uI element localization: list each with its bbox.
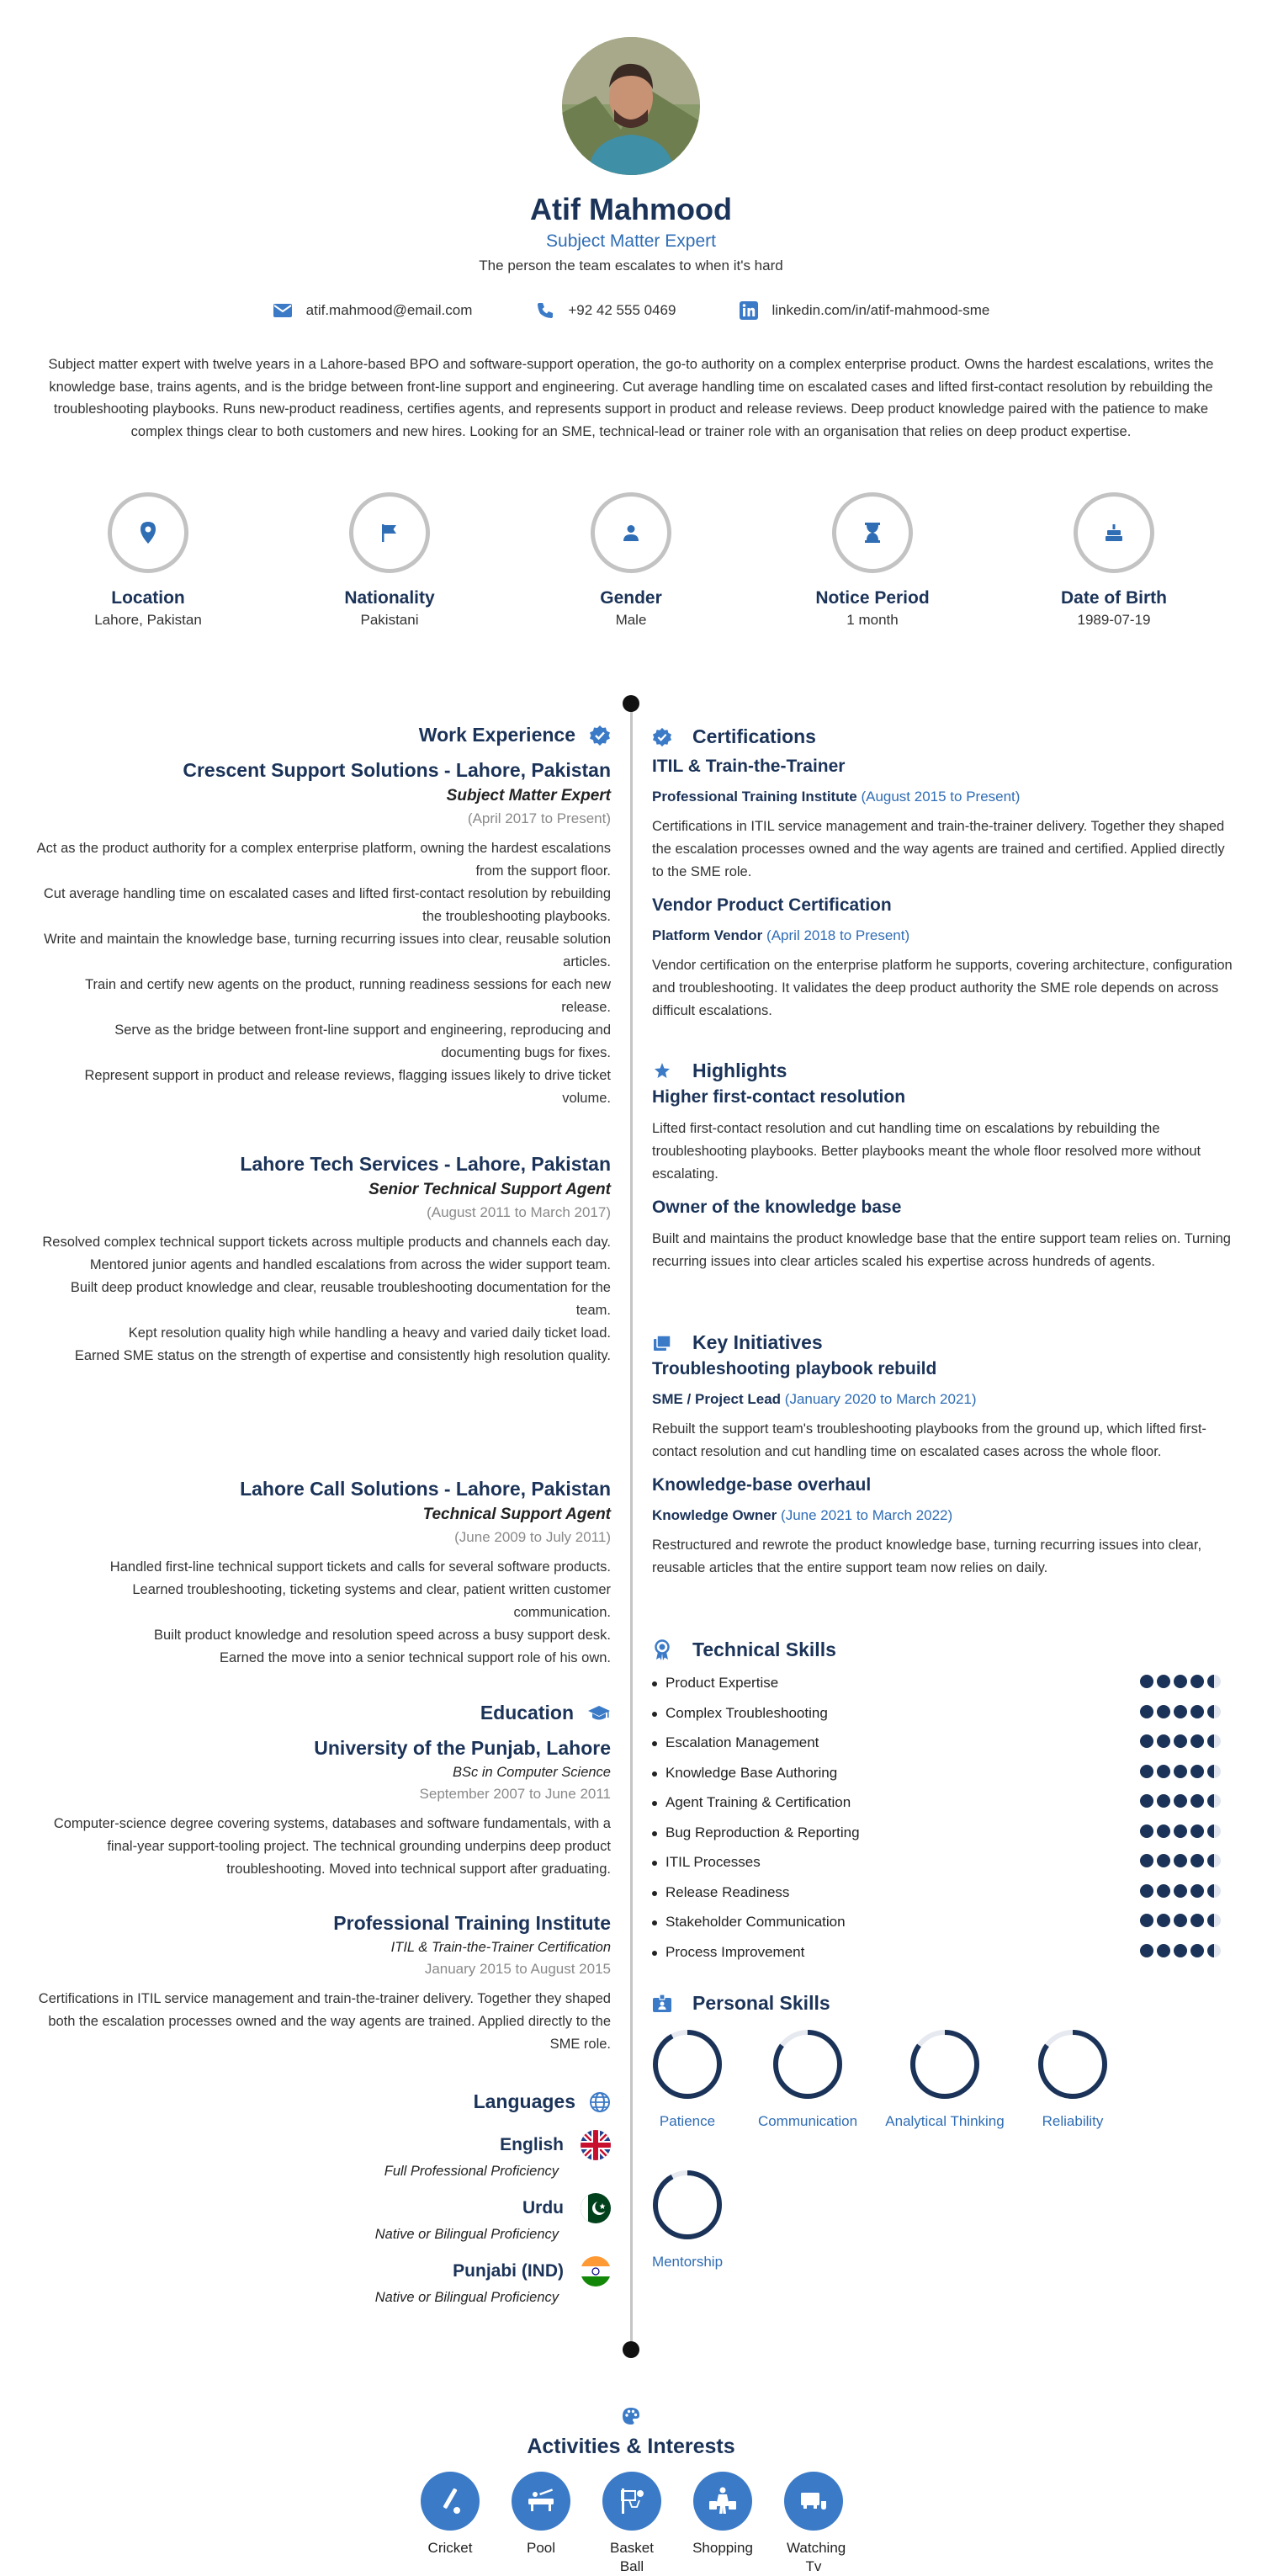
pool-table-icon: [524, 2484, 558, 2518]
language-name: Urdu: [522, 2198, 564, 2217]
job-bullet: Serve as the bridge between front-line support and engineering, reproducing and documenting bugs for fixes.: [114, 1022, 611, 1060]
personal-skill-label: Reliability: [1042, 2113, 1104, 2129]
rating-dot: [1140, 1914, 1153, 1927]
section-heading: [652, 1992, 1233, 2015]
skill-ring: [1037, 2028, 1109, 2101]
highlight-title: Higher first-contact resolution: [652, 1087, 906, 1107]
rating-dot: [1190, 1884, 1204, 1898]
job-bullets: [34, 837, 611, 1110]
fact-label: Nationality: [344, 588, 435, 608]
education-section: [34, 1702, 611, 1724]
skill-ring-fill: [655, 2173, 719, 2237]
job-org: Lahore Call Solutions - Lahore, Pakistan: [240, 1478, 611, 1500]
degree: BSc in Computer Science: [452, 1765, 611, 1780]
education-description: Computer-science degree covering systems, databases and software fundamentals, with a final-year support-tooling project. The technical grounding underpins deep product troubleshooting. Moved into technical support after graduating.: [53, 1816, 611, 1877]
activity-label: Pool: [526, 2540, 556, 2556]
fact-label: Date of Birth: [1061, 588, 1167, 608]
rating-dot: [1174, 1944, 1187, 1957]
language-english: [34, 2130, 611, 2180]
job-bullets: [34, 1556, 611, 1670]
contact-bar: [0, 301, 1262, 320]
section-title: Education: [480, 1702, 574, 1724]
skill-ring: [909, 2028, 981, 2101]
highlight-description: Lifted first-contact resolution and cut handling time on escalations by rebuilding the troubleshooting playbooks. Better playbooks meant the whole floor resolved more without escalating.: [652, 1121, 1201, 1182]
fact-notice-period: [780, 492, 965, 629]
award-ribbon-icon: [652, 1639, 672, 1661]
initiative-item: [652, 1359, 1233, 1463]
job-bullet: Learned troubleshooting, ticketing systems and clear, patient written customer communication.: [132, 1582, 611, 1620]
job-bullet: Represent support in product and release reviews, flagging issues likely to drive ticket volume.: [84, 1068, 611, 1106]
skill-ring: [772, 2028, 844, 2101]
skill-ring-fill: [655, 2032, 719, 2096]
personal-skills-section: [652, 1992, 1233, 2015]
job-role: Subject Matter Expert: [446, 787, 611, 805]
rating-dot: [1190, 1794, 1204, 1808]
skill-rating: [1140, 1944, 1224, 1957]
initiative-dates: (January 2020 to March 2021): [784, 1391, 977, 1407]
fact-nationality: [297, 492, 482, 629]
linkedin-icon: [740, 301, 758, 320]
skill-row: [652, 1765, 1233, 1795]
activity-pool: [499, 2472, 583, 2557]
contact-email[interactable]: [273, 301, 473, 320]
fact-location: [56, 492, 241, 629]
skill-row: [652, 1854, 1233, 1884]
section-heading: [652, 1060, 1233, 1082]
activity-label: Watching Tv: [787, 2540, 846, 2574]
section-title: Technical Skills: [692, 1639, 836, 1660]
skill-rating: [1140, 1705, 1224, 1718]
skill-row: [652, 1884, 1233, 1915]
rating-dot: [1207, 1944, 1221, 1957]
rating-dot: [1190, 1854, 1204, 1867]
fact-label: Notice Period: [815, 588, 930, 608]
job-bullet: Resolved complex technical support tickets across multiple products and channels each day.: [42, 1235, 611, 1250]
job-title: Subject Matter Expert: [546, 231, 716, 251]
rating-dot: [1207, 1705, 1221, 1718]
fact-label: Gender: [600, 588, 662, 608]
school-name: Professional Training Institute: [333, 1912, 611, 1934]
timeline-dot-top: [623, 695, 639, 712]
skill-rating: [1140, 1884, 1224, 1898]
activity-label: Shopping: [692, 2540, 753, 2556]
skill-name: Knowledge Base Authoring: [665, 1764, 838, 1781]
rating-dot: [1207, 1734, 1221, 1748]
rating-dot: [1140, 1824, 1153, 1838]
section-title: Highlights: [692, 1060, 787, 1081]
certification-issuer: Platform Vendor: [652, 927, 763, 943]
education-dates: January 2015 to August 2015: [424, 1961, 611, 1977]
certification-issuer: Professional Training Institute: [652, 789, 857, 805]
education-item-2: [34, 1912, 611, 2056]
skill-rating: [1140, 1914, 1224, 1927]
skill-rating: [1140, 1824, 1224, 1838]
verified-badge-icon: [652, 727, 672, 747]
palette-icon: [621, 2406, 641, 2426]
skill-rating: [1140, 1794, 1224, 1808]
rating-dot: [1174, 1734, 1187, 1748]
cake-icon: [1104, 523, 1124, 543]
activity-label: Cricket: [427, 2540, 473, 2556]
highlight-item: [652, 1087, 1233, 1186]
rating-dot: [1157, 1944, 1170, 1957]
activity-cricket: [408, 2472, 492, 2557]
section-heading: [652, 1331, 1233, 1354]
bullet-icon: [652, 1771, 657, 1777]
certification-meta: [652, 789, 1233, 805]
rating-dot: [1207, 1675, 1221, 1688]
rating-dot: [1157, 1884, 1170, 1898]
skill-row: [652, 1794, 1233, 1824]
bullet-icon: [652, 1831, 657, 1836]
highlight-description: Built and maintains the product knowledge base that the entire support team relies on. Turning recurring issues into clear articles scaled his expertise across hundreds of agents.: [652, 1231, 1231, 1269]
rating-dot: [1140, 1794, 1153, 1808]
star-burst-icon: [652, 1061, 672, 1081]
shopping-icon: [706, 2484, 740, 2518]
skill-name: Agent Training & Certification: [665, 1794, 851, 1810]
skill-name: ITIL Processes: [665, 1854, 761, 1870]
skill-row: [652, 1824, 1233, 1855]
rating-dot: [1140, 1884, 1153, 1898]
section-title: Work Experience: [418, 724, 575, 746]
education-dates: September 2007 to June 2011: [419, 1786, 611, 1802]
activity-shopping: [681, 2472, 765, 2557]
email-text: atif.mahmood@email.com: [305, 302, 473, 318]
rating-dot: [1157, 1914, 1170, 1927]
initiative-role: Knowledge Owner: [652, 1507, 777, 1523]
personal-skill: [620, 2028, 755, 2130]
skill-name: Release Readiness: [665, 1883, 790, 1900]
language-urdu: [34, 2193, 611, 2243]
personal-skill: [740, 2028, 875, 2130]
rating-dot: [1157, 1705, 1170, 1718]
activity-watching-tv: [772, 2472, 856, 2576]
rating-dot: [1174, 1794, 1187, 1808]
job-role: Technical Support Agent: [422, 1506, 611, 1523]
job-bullet: Write and maintain the knowledge base, turning recurring issues into clear, reusable solution articles.: [44, 932, 611, 969]
rating-dot: [1190, 1705, 1204, 1718]
india-flag-icon: [581, 2256, 611, 2287]
person-name: Atif Mahmood: [530, 192, 732, 226]
job-org: Crescent Support Solutions - Lahore, Pakistan: [183, 759, 611, 781]
verified-badge-icon: [589, 725, 611, 746]
bullet-icon: [652, 1681, 657, 1686]
certification-item: [652, 757, 1233, 884]
contact-linkedin[interactable]: [740, 301, 989, 320]
rating-dot: [1174, 1854, 1187, 1867]
certification-title: Vendor Product Certification: [652, 895, 892, 915]
bullet-icon: [652, 1741, 657, 1746]
job-bullet: Act as the product authority for a complex enterprise platform, owning the hardest escalations from the support floor.: [36, 841, 611, 879]
section-heading: [652, 1639, 1233, 1661]
rating-dot: [1190, 1765, 1204, 1778]
rating-dot: [1207, 1884, 1221, 1898]
uk-flag-icon: [581, 2130, 611, 2160]
job-bullet: Earned the move into a senior technical support role of his own.: [219, 1650, 611, 1665]
job-2: [34, 1153, 611, 1368]
job-bullet: Built product knowledge and resolution speed across a busy support desk.: [154, 1628, 611, 1643]
skill-ring: [651, 2169, 724, 2241]
pakistan-flag-icon: [581, 2193, 611, 2223]
work-experience-section: [34, 724, 611, 746]
initiative-description: Restructured and rewrote the product knowledge base, turning recurring issues into clear, reusable articles that the entire support team now relies on daily.: [652, 1538, 1202, 1575]
phone-text: +92 42 555 0469: [568, 302, 676, 318]
rating-dot: [1157, 1794, 1170, 1808]
highlight-item: [652, 1198, 1233, 1273]
personal-skill: [620, 2169, 755, 2271]
fact-value: 1989-07-19: [1077, 612, 1151, 628]
profile-summary: Subject matter expert with twelve years in a Lahore-based BPO and software-support operation, the go-to authority on a complex enterprise product. Owns the hardest escalations, writes the knowledge base, trains agents, and is the bridge between front-line support and engineering. Cut average handling time on escalated cases and lifted first-contact resolution by rebuilding the troubleshooting playbooks. Runs new-product readiness, certifies agents, and represents support in product and release reviews. Deep product knowledge paired with the patience to make complex things clear to both customers and new hires. Looking for an SME, technical-lead or trainer role with an organisation that relies on deep product expertise.: [48, 357, 1214, 439]
contact-phone[interactable]: [536, 301, 676, 320]
rating-dot: [1207, 1765, 1221, 1778]
rating-dot: [1140, 1765, 1153, 1778]
personal-skill: [878, 2028, 1012, 2130]
personal-skill-label: Patience: [659, 2113, 716, 2129]
job-dates: (June 2009 to July 2011): [454, 1529, 611, 1545]
highlight-title: Owner of the knowledge base: [652, 1198, 902, 1217]
job-bullet: Mentored junior agents and handled escalations from across the wider support team.: [89, 1257, 611, 1272]
job-dates: (April 2017 to Present): [467, 810, 611, 826]
certification-description: Certifications in ITIL service management and train-the-trainer delivery. Together they shaped the escalation processes owned and the way agents are trained and certified. Applied directly to the SME role.: [652, 819, 1225, 879]
person-icon: [622, 523, 640, 542]
rating-dot: [1140, 1705, 1153, 1718]
books-icon: [652, 1334, 672, 1352]
bullet-icon: [652, 1861, 657, 1866]
rating-dot: [1190, 1675, 1204, 1688]
technical-skills-section: [652, 1639, 1233, 1973]
job-bullet: Earned SME status on the strength of expertise and consistently high resolution quality.: [74, 1348, 611, 1363]
initiative-item: [652, 1475, 1233, 1580]
rating-dot: [1174, 1675, 1187, 1688]
job-bullets: [34, 1231, 611, 1368]
languages-section: [34, 2090, 611, 2306]
highlights-section: [652, 1060, 1233, 1273]
rating-dot: [1157, 1675, 1170, 1688]
skill-name: Product Expertise: [665, 1675, 779, 1691]
rating-dot: [1174, 1824, 1187, 1838]
job-bullet: Train and certify new agents on the product, running readiness sessions for each new release.: [85, 977, 611, 1015]
skill-name: Stakeholder Communication: [665, 1914, 846, 1930]
certification-dates: (August 2015 to Present): [861, 789, 1021, 805]
rating-dot: [1207, 1824, 1221, 1838]
rating-dot: [1140, 1734, 1153, 1748]
skill-ring: [651, 2028, 724, 2101]
language-level: Native or Bilingual Proficiency: [374, 2227, 559, 2242]
initiative-meta: [652, 1507, 1233, 1524]
rating-dot: [1174, 1705, 1187, 1718]
fact-value: Lahore, Pakistan: [94, 612, 202, 628]
skill-row: [652, 1734, 1233, 1765]
fact-value: 1 month: [846, 612, 899, 628]
fact-date-of-birth: [1021, 492, 1206, 629]
personal-skill-label: Communication: [757, 2113, 858, 2129]
bullet-icon: [652, 1920, 657, 1925]
id-badge-icon: [652, 1994, 672, 2014]
skill-name: Complex Troubleshooting: [665, 1704, 828, 1721]
initiative-dates: (June 2021 to March 2022): [781, 1507, 953, 1523]
skill-row: [652, 1705, 1233, 1735]
rating-dot: [1157, 1824, 1170, 1838]
skill-rating: [1140, 1765, 1224, 1778]
bullet-icon: [652, 1801, 657, 1806]
fact-label: Location: [111, 588, 185, 608]
job-bullet: Kept resolution quality high while handling a heavy and varied daily ticket load.: [128, 1325, 611, 1341]
job-org: Lahore Tech Services - Lahore, Pakistan: [240, 1153, 611, 1175]
skill-rating: [1140, 1854, 1224, 1867]
skill-name: Process Improvement: [665, 1943, 805, 1960]
rating-dot: [1174, 1765, 1187, 1778]
section-heading: [34, 724, 611, 746]
rating-dot: [1190, 1824, 1204, 1838]
fact-value: Pakistani: [360, 612, 419, 628]
language-level: Native or Bilingual Proficiency: [374, 2290, 559, 2305]
language-name: Punjabi (IND): [453, 2261, 564, 2281]
skill-name: Bug Reproduction & Reporting: [665, 1824, 860, 1840]
degree: ITIL & Train-the-Trainer Certification: [390, 1940, 611, 1955]
education-item-1: [34, 1737, 611, 1881]
section-heading: [34, 1702, 611, 1724]
initiative-title: Troubleshooting playbook rebuild: [652, 1359, 937, 1378]
tv-icon: [797, 2484, 830, 2518]
timeline-dot-bottom: [623, 2341, 639, 2358]
section-title: Languages: [473, 2090, 575, 2112]
skill-rating: [1140, 1734, 1224, 1748]
job-3: [34, 1478, 611, 1670]
section-title: Key Initiatives: [692, 1331, 823, 1353]
personal-skill: [1005, 2028, 1140, 2130]
certification-description: Vendor certification on the enterprise platform he supports, covering architecture, configuration and troubleshooting. It validates the deep product authority the SME role depends on across difficult escalations.: [652, 958, 1233, 1018]
job-bullet: Built deep product knowledge and clear, reusable troubleshooting documentation for the team.: [70, 1280, 611, 1318]
fact-gender: [538, 492, 724, 629]
phone-icon: [536, 301, 554, 320]
rating-dot: [1140, 1944, 1153, 1957]
language-punjabi: [34, 2256, 611, 2306]
flag-icon: [380, 523, 399, 543]
rating-dot: [1174, 1884, 1187, 1898]
activity-label: Basket Ball: [610, 2540, 654, 2574]
skill-row: [652, 1944, 1233, 1974]
initiative-role: SME / Project Lead: [652, 1391, 782, 1407]
school-name: University of the Punjab, Lahore: [314, 1737, 611, 1759]
rating-dot: [1190, 1734, 1204, 1748]
skill-row: [652, 1675, 1233, 1705]
job-bullet: Handled first-line technical support tickets and calls for several software products.: [109, 1559, 611, 1575]
email-icon: [273, 302, 293, 319]
globe-icon: [589, 2091, 611, 2113]
rating-dot: [1174, 1914, 1187, 1927]
basketball-icon: [615, 2484, 649, 2518]
rating-dot: [1207, 1854, 1221, 1867]
initiative-meta: [652, 1391, 1233, 1408]
section-title: Personal Skills: [692, 1992, 830, 2014]
rating-dot: [1140, 1854, 1153, 1867]
bullet-icon: [652, 1712, 657, 1717]
rating-dot: [1207, 1794, 1221, 1808]
section-heading: [652, 725, 1233, 748]
rating-dot: [1207, 1914, 1221, 1927]
job-bullet: Cut average handling time on escalated cases and lifted first-contact resolution by rebuilding the troubleshooting playbooks.: [43, 886, 611, 924]
technical-skills-list: [652, 1675, 1233, 1973]
job-1: [34, 759, 611, 1110]
skill-row: [652, 1914, 1233, 1944]
initiatives-section: [652, 1331, 1233, 1580]
job-dates: (August 2011 to March 2017): [427, 1204, 611, 1220]
location-pin-icon: [139, 521, 157, 544]
profile-photo: [562, 37, 700, 175]
rating-dot: [1140, 1675, 1153, 1688]
language-level: Full Professional Proficiency: [384, 2164, 559, 2179]
certification-dates: (April 2018 to Present): [766, 927, 910, 943]
section-heading: [34, 2090, 611, 2113]
hourglass-icon: [864, 522, 881, 544]
graduation-cap-icon: [587, 1704, 611, 1723]
activities-heading: Activities & Interests: [527, 2435, 735, 2458]
skill-rating: [1140, 1675, 1224, 1688]
bullet-icon: [652, 1951, 657, 1956]
certifications-section: [652, 725, 1233, 1022]
rating-dot: [1190, 1944, 1204, 1957]
certification-item: [652, 895, 1233, 1022]
education-description: Certifications in ITIL service management and train-the-trainer delivery. Together they shaped both the escalation processes owned and the way agents are trained. Applied directly to the SME role.: [38, 1991, 611, 2052]
language-name: English: [500, 2135, 564, 2154]
rating-dot: [1157, 1734, 1170, 1748]
personal-skill-label: Analytical Thinking: [885, 2113, 1005, 2129]
fact-value: Male: [615, 612, 647, 628]
certification-meta: [652, 927, 1233, 944]
linkedin-text: linkedin.com/in/atif-mahmood-sme: [772, 302, 990, 318]
cricket-icon: [433, 2484, 467, 2518]
tagline: The person the team escalates to when it's hard: [479, 258, 783, 274]
initiative-title: Knowledge-base overhaul: [652, 1475, 872, 1495]
initiative-description: Rebuilt the support team's troubleshooting playbooks from the ground up, which lifted first-contact resolution and cut handling time on escalated cases across the whole floor.: [652, 1421, 1206, 1459]
rating-dot: [1157, 1765, 1170, 1778]
rating-dot: [1157, 1854, 1170, 1867]
bullet-icon: [652, 1891, 657, 1896]
skill-name: Escalation Management: [665, 1734, 819, 1750]
job-role: Senior Technical Support Agent: [369, 1181, 611, 1198]
section-title: Certifications: [692, 725, 816, 747]
activity-basketball: [590, 2472, 674, 2576]
personal-skill-label: Mentorship: [651, 2254, 724, 2270]
rating-dot: [1190, 1914, 1204, 1927]
certification-title: ITIL & Train-the-Trainer: [652, 757, 846, 776]
